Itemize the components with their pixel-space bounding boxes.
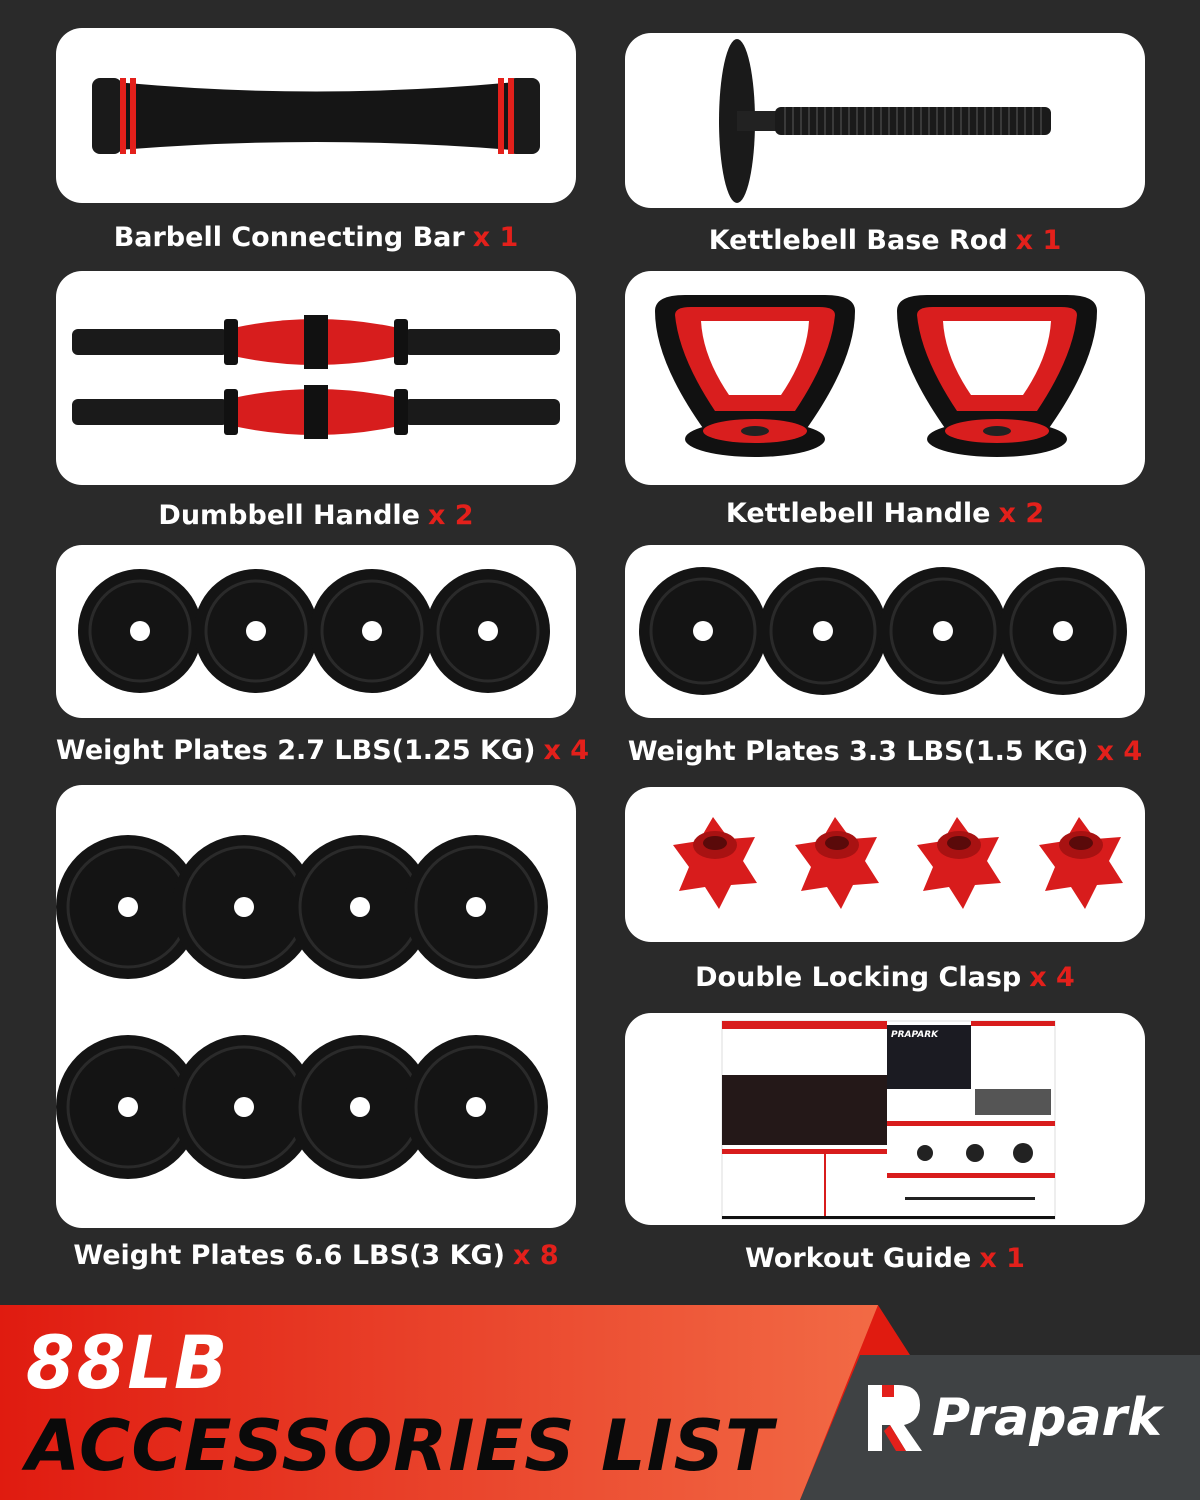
item-label — [625, 736, 1145, 767]
item-qty: x 1 — [472, 222, 519, 253]
banner-weight: 88LB — [26, 1319, 230, 1407]
weight-plates-1-25kg-image — [56, 545, 576, 718]
dumbbell-handle-image — [56, 271, 576, 485]
item-label — [56, 500, 576, 531]
brand-name: Prapark — [932, 1388, 1162, 1448]
item-name: Kettlebell Handle — [725, 498, 991, 529]
item-qty: x 8 — [513, 1240, 559, 1271]
kettlebell-handle-image — [625, 271, 1145, 485]
kettlebell-base-rod-image — [625, 33, 1145, 208]
item-name: Weight Plates 6.6 LBS(3 KG) — [73, 1240, 505, 1271]
item-qty: x 4 — [1096, 736, 1143, 767]
double-locking-clasp-image — [625, 787, 1145, 942]
item-name: Weight Plates 3.3 LBS(1.5 KG) — [627, 736, 1089, 767]
item-label — [56, 222, 576, 253]
workout-guide-card — [625, 1013, 1145, 1225]
item-label — [56, 1240, 576, 1271]
weight-plates-1-5kg-image — [625, 545, 1145, 718]
item-qty: x 4 — [1029, 962, 1075, 993]
dumbbell-handle-card — [56, 271, 576, 485]
item-name: Weight Plates 2.7 LBS(1.25 KG) — [56, 735, 536, 766]
item-qty: x 1 — [979, 1243, 1025, 1274]
item-name: Double Locking Clasp — [695, 962, 1022, 993]
double-locking-clasp-card — [625, 787, 1145, 942]
brand-logo — [868, 1385, 1162, 1451]
item-qty: x 2 — [998, 498, 1045, 529]
item-qty: x 4 — [543, 735, 590, 766]
kettlebell-handle-card — [625, 271, 1145, 485]
item-label — [56, 735, 590, 766]
item-label — [625, 1243, 1145, 1274]
item-label — [625, 225, 1145, 256]
weight-plates-1-5kg-card — [625, 545, 1145, 718]
kettlebell-base-rod-card — [625, 33, 1145, 208]
barbell-connecting-bar-image — [56, 28, 576, 203]
guide-brand-text: PRAPARK — [891, 1030, 939, 1040]
weight-plates-1-25kg-card — [56, 545, 576, 718]
item-name: Kettlebell Base Rod — [708, 225, 1008, 256]
item-label — [625, 962, 1145, 993]
item-name: Dumbbell Handle — [158, 500, 420, 531]
prapark-logo-icon — [868, 1385, 924, 1451]
item-qty: x 1 — [1015, 225, 1062, 256]
banner-title: ACCESSORIES LIST — [26, 1405, 774, 1487]
weight-plates-3kg-image — [56, 785, 576, 1228]
item-name: Workout Guide — [745, 1243, 972, 1274]
weight-plates-3kg-card — [56, 785, 576, 1228]
barbell-connecting-bar-card — [56, 28, 576, 203]
item-qty: x 2 — [427, 500, 474, 531]
item-label — [625, 498, 1145, 529]
item-name: Barbell Connecting Bar — [113, 222, 465, 253]
workout-guide-image — [625, 1013, 1145, 1225]
